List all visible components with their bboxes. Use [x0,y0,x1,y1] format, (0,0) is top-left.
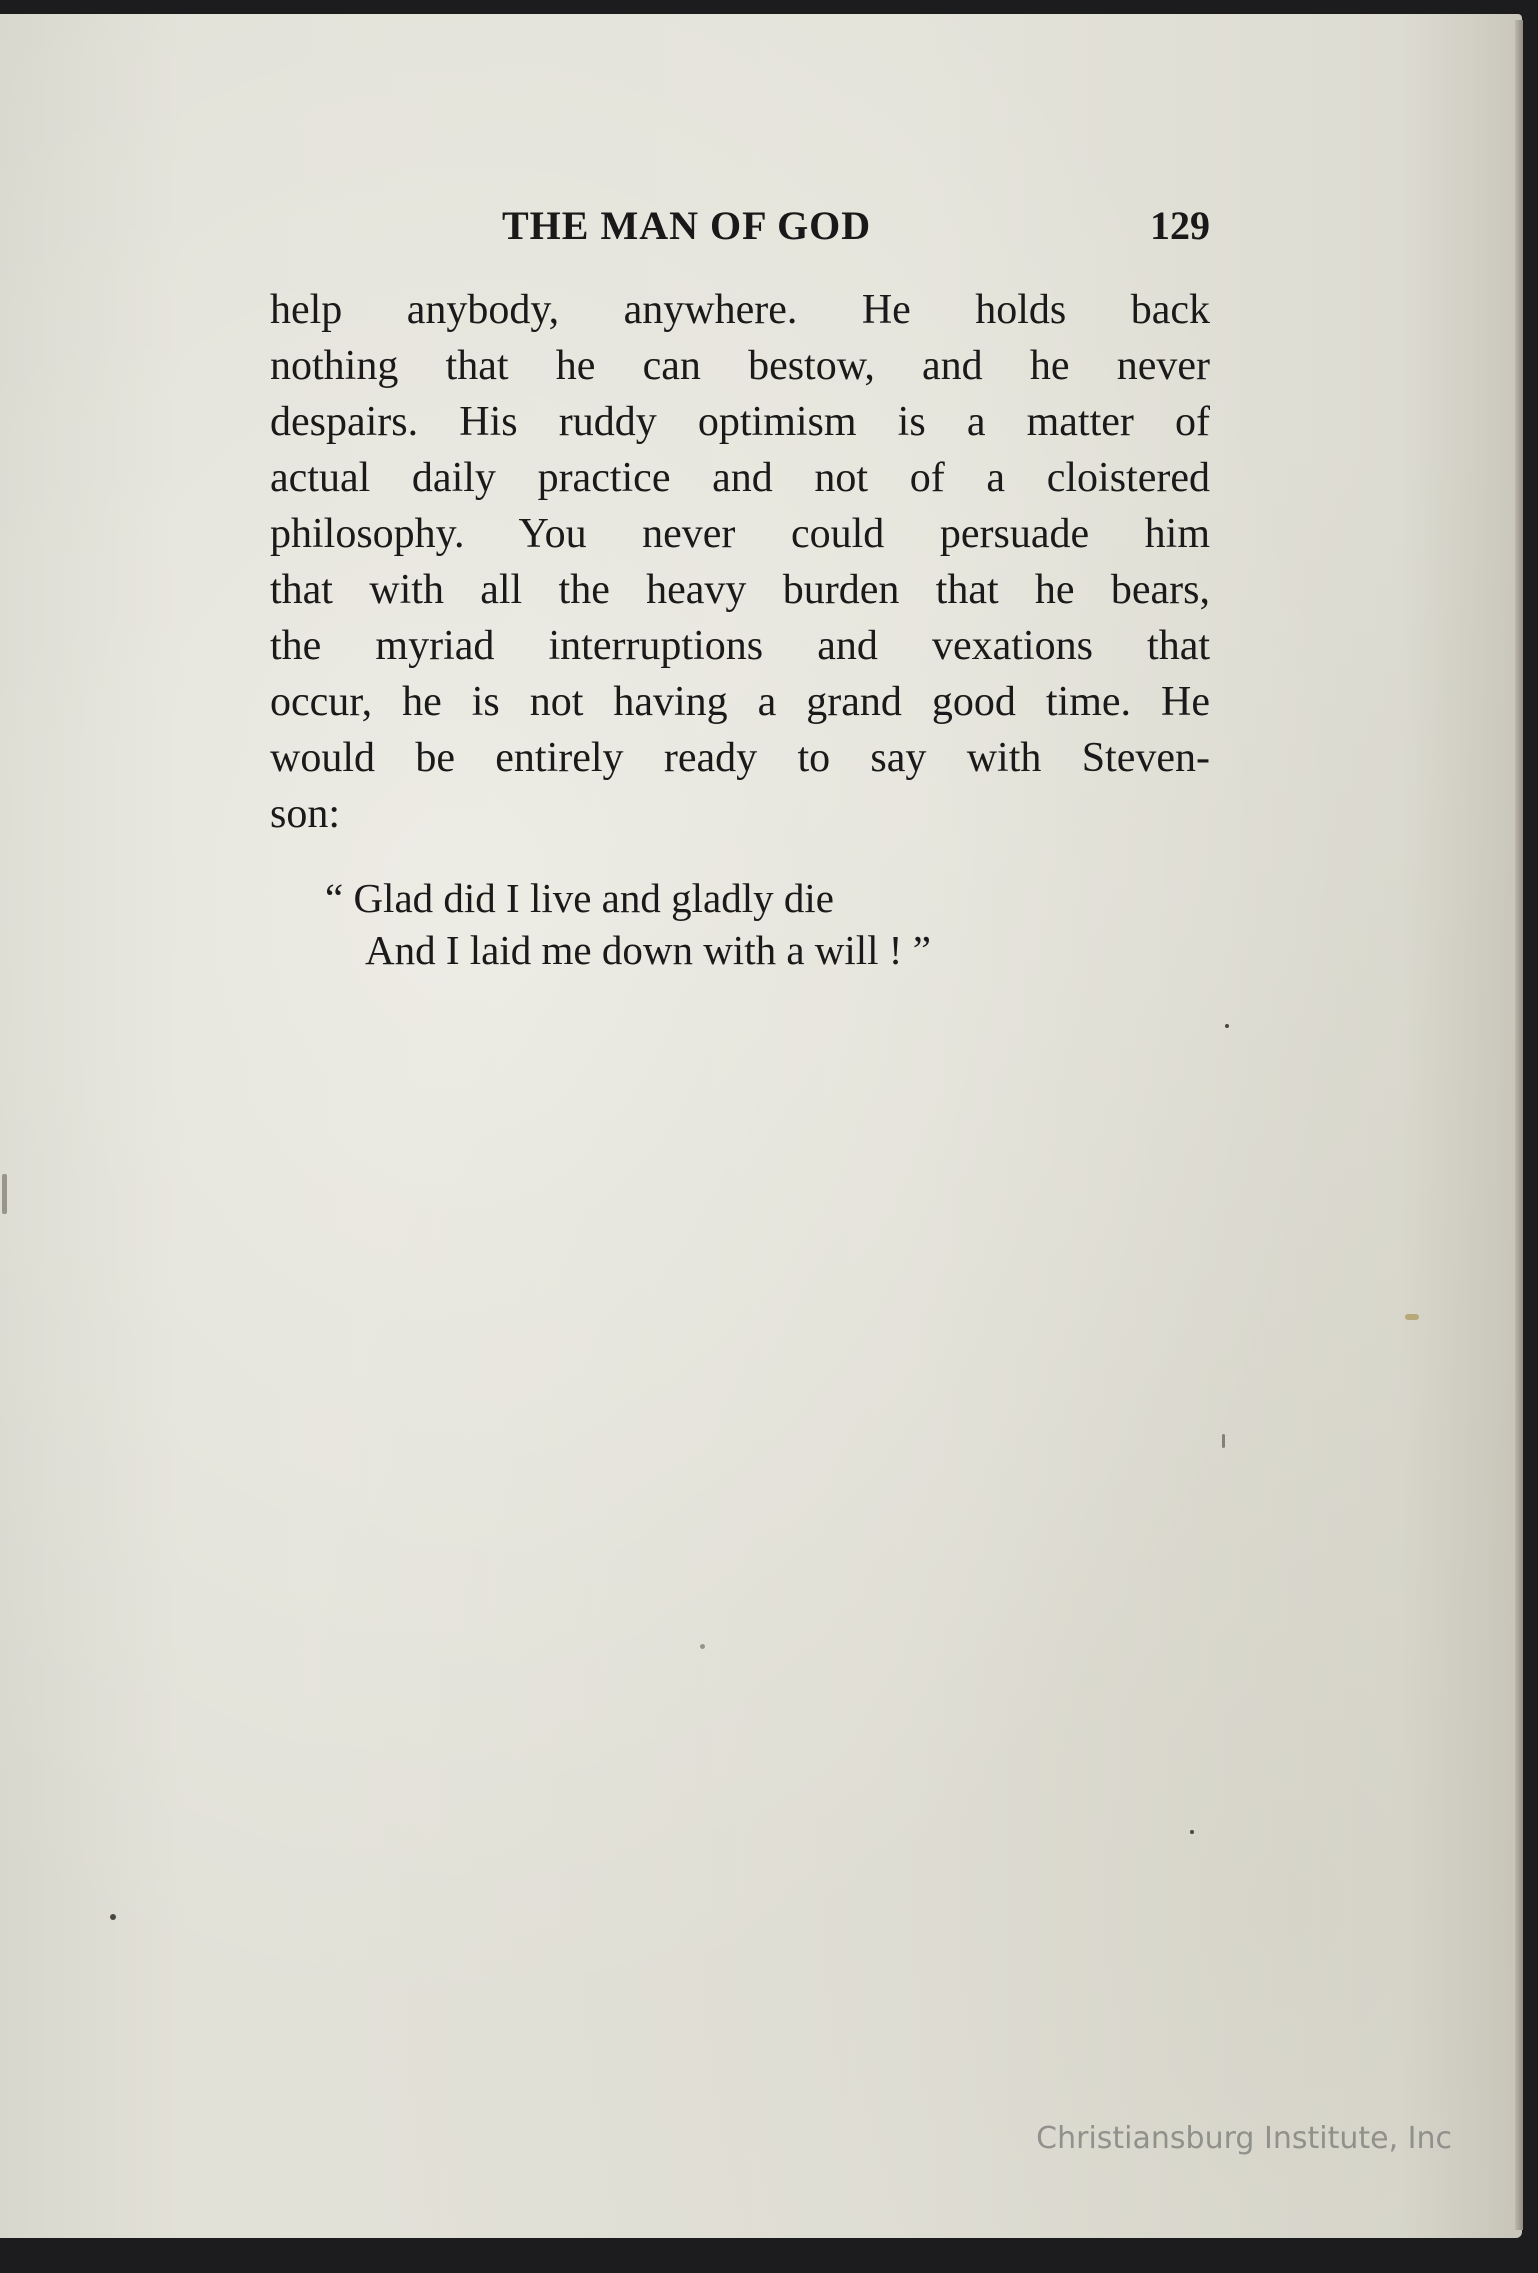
text-line: despairs. His ruddy optimism is a matter of [270,399,1210,445]
text-line: the myriad interruptions and vexations that [270,623,1210,669]
paper-speck [2,1174,7,1214]
paper-speck [1190,1830,1194,1834]
paper-speck [110,1914,116,1920]
text-line: son: [270,791,341,837]
text-line: nothing that he can bestow, and he never [270,343,1210,389]
text-line: occur, he is not having a grand good time. He [270,679,1210,725]
text-line: actual daily practice and not of a cloistered [270,455,1210,501]
verse-line-1: “ Glad did I live and gladly die [325,875,834,921]
text-line: help anybody, anywhere. He holds back [270,287,1210,333]
running-title: THE MAN OF GOD [502,203,872,248]
page-edge [1515,20,1523,2230]
paper-speck [1225,1024,1229,1028]
text-line: philosophy. You never could persuade him [270,511,1210,557]
watermark: Christiansburg Institute, Inc [1036,2121,1452,2156]
verse-line-2: And I laid me down with a will ! ” [365,927,931,973]
text-line: would be entirely ready to say with Steven- [270,735,1210,781]
paper-speck [1222,1434,1225,1448]
paper-speck [700,1644,705,1649]
running-head [270,202,1210,252]
page-number: 129 [1150,203,1210,248]
body-paragraph [270,282,1210,842]
text-line: that with all the heavy burden that he bears, [270,567,1210,613]
verse-quotation [325,872,931,976]
paper-speck [1405,1314,1419,1320]
book-page [0,14,1522,2238]
